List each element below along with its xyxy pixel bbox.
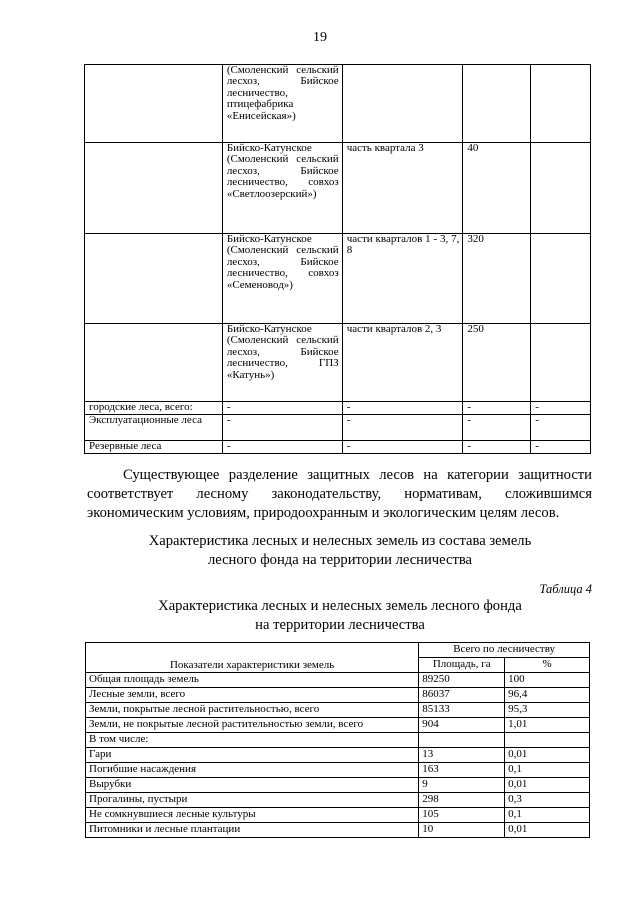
table-cell: - bbox=[531, 415, 591, 441]
table-cell: 320 bbox=[463, 234, 531, 324]
table-row bbox=[86, 733, 590, 748]
row-label: Земли, не покрытые лесной растительностью земли, всего bbox=[86, 718, 419, 733]
table-row bbox=[86, 793, 590, 808]
table-cell bbox=[342, 65, 463, 143]
table-row bbox=[86, 778, 590, 793]
table-cell: Эксплуатационные леса bbox=[85, 415, 223, 441]
table-cell: городские леса, всего: bbox=[85, 402, 223, 415]
row-area: 298 bbox=[419, 793, 505, 808]
table-cell: - bbox=[222, 441, 342, 454]
table-cell: - bbox=[463, 441, 531, 454]
table-cell bbox=[531, 234, 591, 324]
row-percent: 100 bbox=[505, 673, 590, 688]
row-percent: 0,01 bbox=[505, 748, 590, 763]
row-area bbox=[419, 733, 505, 748]
table-cell: - bbox=[531, 441, 591, 454]
row-label: Гари bbox=[86, 748, 419, 763]
table-row bbox=[86, 688, 590, 703]
table-cell: - bbox=[342, 441, 463, 454]
table-cell: части кварталов 1 - 3, 7, 8 bbox=[342, 234, 463, 324]
table-label: Таблица 4 bbox=[539, 582, 592, 596]
table-title bbox=[60, 597, 620, 635]
body-paragraph bbox=[87, 466, 592, 523]
table-cell: Бийско-Катунское (Смоленский сельский лесхоз, Бийское лесничество, совхоз «Светлоозерский») bbox=[222, 143, 342, 234]
table-cell bbox=[85, 234, 223, 324]
row-label: Общая площадь земель bbox=[86, 673, 419, 688]
table-title-line: на территории лесничества bbox=[255, 617, 425, 633]
table-cell: - bbox=[463, 402, 531, 415]
table-cell: - bbox=[342, 402, 463, 415]
table-cell: - bbox=[463, 415, 531, 441]
row-area: 13 bbox=[419, 748, 505, 763]
table-cell: - bbox=[342, 415, 463, 441]
row-percent: 0,1 bbox=[505, 763, 590, 778]
table-row bbox=[85, 143, 591, 234]
table-cell: - bbox=[222, 402, 342, 415]
table-cell bbox=[531, 65, 591, 143]
row-percent: 0,3 bbox=[505, 793, 590, 808]
table-row bbox=[85, 324, 591, 402]
row-area: 10 bbox=[419, 823, 505, 838]
table-row bbox=[85, 234, 591, 324]
table-row bbox=[86, 748, 590, 763]
row-percent: 0,01 bbox=[505, 823, 590, 838]
table-cell: (Смоленский сельский лесхоз, Бийское лесничество, птицефабрика «Енисейская») bbox=[222, 65, 342, 143]
table-row bbox=[86, 763, 590, 778]
row-label: В том числе: bbox=[86, 733, 419, 748]
row-area: 86037 bbox=[419, 688, 505, 703]
header-percent: % bbox=[505, 658, 590, 673]
header-area: Площадь, га bbox=[419, 658, 505, 673]
table-row bbox=[85, 402, 591, 415]
table-cell: части кварталов 2, 3 bbox=[342, 324, 463, 402]
table-cell: - bbox=[222, 415, 342, 441]
paragraph-text: Существующее разделение защитных лесов на категории защитности соответствует лесному законодательству, нормативам, сложившимся экономическим условиям, природоохранным и экологическим целям лесов. bbox=[87, 467, 592, 521]
table-cell: - bbox=[531, 402, 591, 415]
table-cell: Бийско-Катунское (Смоленский сельский лесхоз, Бийское лесничество, совхоз «Семеновод») bbox=[222, 234, 342, 324]
table-row bbox=[86, 823, 590, 838]
table-cell bbox=[85, 324, 223, 402]
header-indicator: Показатели характеристики земель bbox=[86, 643, 419, 673]
section-title-line: Характеристика лесных и нелесных земель из состава земель bbox=[148, 533, 532, 549]
land-characteristics-table bbox=[85, 642, 590, 838]
table-row bbox=[85, 441, 591, 454]
section-title-line: лесного фонда на территории лесничества bbox=[207, 552, 473, 568]
row-area: 9 bbox=[419, 778, 505, 793]
table-cell: 250 bbox=[463, 324, 531, 402]
table-title-line: Характеристика лесных и нелесных земель лесного фонда bbox=[158, 598, 522, 614]
table-row bbox=[86, 673, 590, 688]
row-percent: 0,01 bbox=[505, 778, 590, 793]
table-cell bbox=[463, 65, 531, 143]
row-percent: 95,3 bbox=[505, 703, 590, 718]
table-cell bbox=[531, 324, 591, 402]
row-area: 904 bbox=[419, 718, 505, 733]
section-title bbox=[60, 532, 620, 570]
page-number: 19 bbox=[313, 30, 327, 45]
row-area: 163 bbox=[419, 763, 505, 778]
row-label: Прогалины, пустыри bbox=[86, 793, 419, 808]
row-percent: 0,1 bbox=[505, 808, 590, 823]
row-label: Вырубки bbox=[86, 778, 419, 793]
table-row bbox=[86, 718, 590, 733]
table-row bbox=[85, 415, 591, 441]
row-area: 89250 bbox=[419, 673, 505, 688]
row-percent: 96,4 bbox=[505, 688, 590, 703]
table-cell: Резервные леса bbox=[85, 441, 223, 454]
row-label: Питомники и лесные плантации bbox=[86, 823, 419, 838]
table-row bbox=[86, 808, 590, 823]
row-label: Лесные земли, всего bbox=[86, 688, 419, 703]
table-cell: часть квартала 3 bbox=[342, 143, 463, 234]
table-row bbox=[85, 65, 591, 143]
table-cell bbox=[531, 143, 591, 234]
table-cell bbox=[85, 143, 223, 234]
header-group: Всего по лесничеству bbox=[419, 643, 590, 658]
table-row bbox=[86, 703, 590, 718]
table-cell: 40 bbox=[463, 143, 531, 234]
row-area: 85133 bbox=[419, 703, 505, 718]
row-percent bbox=[505, 733, 590, 748]
table-header-row bbox=[86, 643, 590, 658]
table-cell: Бийско-Катунское (Смоленский сельский лесхоз, Бийское лесничество, ГПЗ «Катунь») bbox=[222, 324, 342, 402]
row-percent: 1,01 bbox=[505, 718, 590, 733]
row-area: 105 bbox=[419, 808, 505, 823]
row-label: Земли, покрытые лесной растительностью, всего bbox=[86, 703, 419, 718]
row-label: Не сомкнувшиеся лесные культуры bbox=[86, 808, 419, 823]
protective-forests-table bbox=[84, 64, 591, 454]
row-label: Погибшие насаждения bbox=[86, 763, 419, 778]
table-cell bbox=[85, 65, 223, 143]
